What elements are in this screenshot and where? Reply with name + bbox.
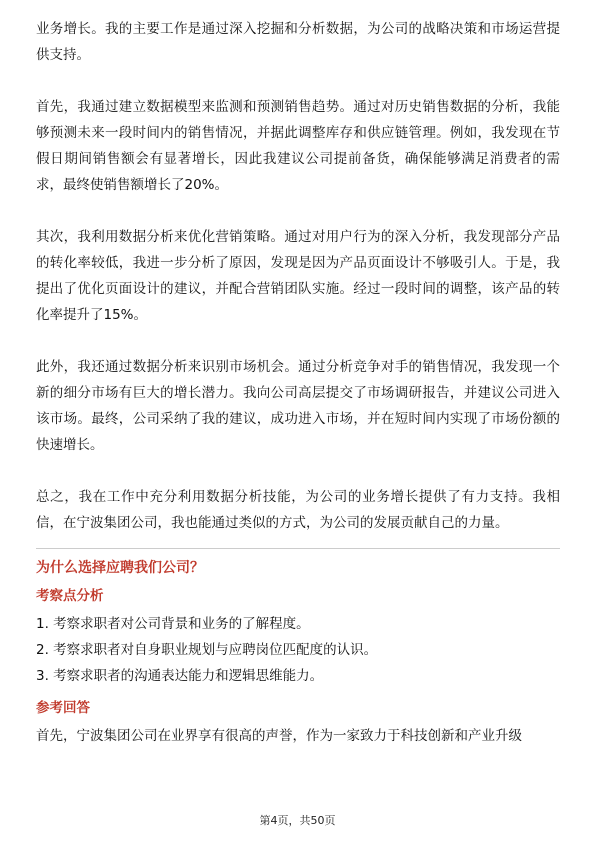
paragraph-intro: 业务增长。我的主要工作是通过深入挖掘和分析数据，为公司的战略决策和市场运营提供支持。 [36,21,560,63]
analysis-item-1: 1. 考察求职者对公司背景和业务的了解程度。 [36,616,310,632]
analysis-heading: 考察点分析 [36,588,104,604]
paragraph-second: 其次，我利用数据分析来优化营销策略。通过对用户行为的深入分析，我发现部分产品的转化率较低，我进一步分析了原因，发现是因为产品页面设计不够吸引人。于是，我提出了优化页面设计的建议，并配合营销团队实施。经过一段时间的调整，该产品的转化率提升了15%。 [36,229,560,323]
paragraph-first: 首先，我通过建立数据模型来监测和预测销售趋势。通过对历史销售数据的分析，我能够预测未来一段时间内的销售情况，并据此调整库存和供应链管理。例如，我发现在节假日期间销售额会有显著增长，因此我建议公司提前备货，确保能够满足消费者的需求，最终使销售额增长了20%。 [36,99,560,193]
question-heading: 为什么选择应聘我们公司？ [36,560,204,576]
paragraph-third: 此外，我还通过数据分析来识别市场机会。通过分析竞争对手的销售情况，我发现一个新的细分市场有巨大的增长潜力。我向公司高层提交了市场调研报告，并建议公司进入该市场。最终，公司采纳了我的建议，成功进入市场，并在短时间内实现了市场份额的快速增长。 [36,359,560,453]
answer-heading: 参考回答 [36,700,90,716]
section-divider [36,548,560,549]
answer-text: 首先，宁波集团公司在业界享有很高的声誉，作为一家致力于科技创新和产业升级 [36,728,522,744]
analysis-item-2: 2. 考察求职者对自身职业规划与应聘岗位匹配度的认识。 [36,642,378,658]
document-page [36,16,560,749]
paragraph-summary: 总之，我在工作中充分利用数据分析技能，为公司的业务增长提供了有力支持。我相信，在宁波集团公司，我也能通过类似的方式，为公司的发展贡献自己的力量。 [36,489,560,531]
analysis-item-3: 3. 考察求职者的沟通表达能力和逻辑思维能力。 [36,668,324,684]
page-footer: 第4页，共50页 [259,814,336,827]
